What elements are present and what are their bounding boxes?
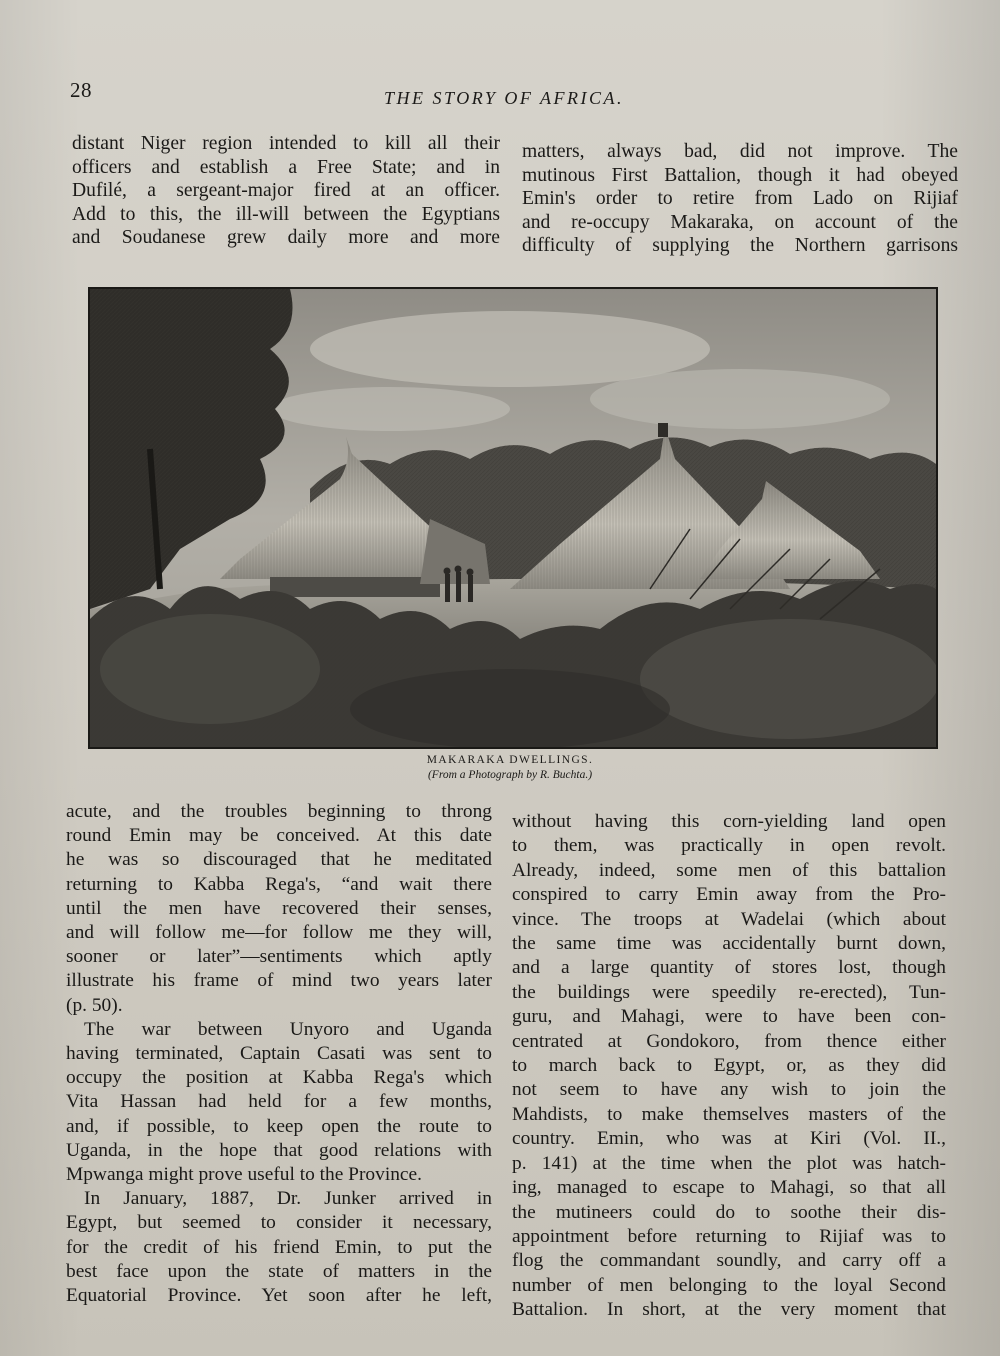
text-line: Vita Hassan had held for a few months, <box>66 1091 492 1113</box>
text-line: guru, and Mahagi, were to have been con- <box>512 1006 946 1028</box>
engraving-image <box>90 289 936 747</box>
text-line: (p. 50). <box>66 994 123 1016</box>
text-line: having terminated, Captain Casati was sent to <box>66 1043 492 1065</box>
figure-credit: (From a Photograph by R. Buchta.) <box>427 769 593 781</box>
text-line: occupy the position at Kabba Rega's which <box>66 1067 492 1089</box>
text-line: appointment before returning to Rijiaf was to <box>512 1225 946 1247</box>
text-line: distant Niger region intended to kill all their <box>72 133 500 154</box>
running-title: THE STORY OF AFRICA. <box>384 88 625 108</box>
text-line: Already, indeed, some men of this battalion <box>512 859 946 881</box>
text-line: Egypt, but seemed to consider it necessary, <box>66 1212 492 1234</box>
text-line: and re-occupy Makaraka, on account of the <box>522 211 958 233</box>
text-line: until the men have recovered their senses, <box>66 897 492 919</box>
text-line: to them, was practically in open revolt. <box>512 835 946 857</box>
text-line: officers and establish a Free State; and in <box>72 156 500 178</box>
bottom-left-column <box>66 800 492 1308</box>
text-line: Dufilé, a sergeant-major fired at an officer. <box>72 180 500 202</box>
text-line: Equatorial Province. Yet soon after he left, <box>66 1285 492 1307</box>
text-line: centrated at Gondokoro, from thence either <box>512 1030 946 1052</box>
engraving-makaraka-dwellings <box>88 287 938 749</box>
text-line: difficulty of supplying the Northern garrisons <box>522 235 958 257</box>
text-line: not seem to have any wish to join the <box>512 1079 946 1101</box>
top-right-column <box>522 140 958 258</box>
text-line: round Emin may be conceived. At this date <box>66 825 492 847</box>
text-line: The war between Unyoro and Uganda <box>84 1018 492 1040</box>
text-line: and Soudanese grew daily more and more <box>72 227 500 249</box>
text-line: and will follow me—for follow me they will, <box>66 922 492 944</box>
text-line: the buildings were speedily re-erected), Tun- <box>512 981 946 1003</box>
text-line: to march back to Egypt, or, as they did <box>512 1055 946 1077</box>
text-line: without having this corn-yielding land open <box>512 811 946 832</box>
text-line: the same time was accidentally burnt down, <box>512 933 946 955</box>
text-line: Battalion. In short, at the very moment that <box>512 1299 946 1321</box>
text-line: Add to this, the ill-will between the Egyptians <box>72 203 500 225</box>
text-line: acute, and the troubles beginning to throng <box>66 801 492 822</box>
text-line: Mpwanga might prove useful to the Province. <box>66 1164 422 1186</box>
text-line: vince. The troops at Wadelai (which about <box>512 908 946 930</box>
text-line: number of men belonging to the loyal Second <box>512 1274 946 1296</box>
text-line: and a large quantity of stores lost, though <box>512 957 946 979</box>
text-line: conspired to carry Emin away from the Pro- <box>512 884 946 906</box>
page-number: 28 <box>70 78 92 102</box>
text-line: returning to Kabba Rega's, “and wait there <box>66 873 492 895</box>
text-line: for the credit of his friend Emin, to put the <box>66 1236 492 1258</box>
text-line: country. Emin, who was at Kiri (Vol. II., <box>512 1128 946 1150</box>
text-line: p. 141) at the time when the plot was hatch- <box>512 1152 946 1174</box>
bottom-right-column <box>512 810 946 1323</box>
text-line: ing, managed to escape to Mahagi, so that all <box>512 1177 946 1199</box>
text-line: sooner or later”—sentiments which aptly <box>66 946 492 968</box>
top-left-column <box>72 132 500 250</box>
text-line: Mahdists, to make themselves masters of the <box>512 1103 946 1125</box>
figure-caption: MAKARAKA DWELLINGS. <box>426 754 594 766</box>
text-line: he was so discouraged that he meditated <box>66 849 492 871</box>
text-line: the mutineers could do to soothe their dis- <box>512 1201 946 1223</box>
text-line: In January, 1887, Dr. Junker arrived in <box>84 1188 492 1210</box>
text-line: matters, always bad, did not improve. The <box>522 141 958 162</box>
text-line: and, if possible, to keep open the route to <box>66 1115 492 1137</box>
text-line: mutinous First Battalion, though it had obeyed <box>522 164 958 186</box>
text-line: flog the commandant soundly, and carry off a <box>512 1250 946 1272</box>
text-line: Emin's order to retire from Lado on Rijiaf <box>522 188 958 210</box>
text-line: illustrate his frame of mind two years later <box>66 970 492 992</box>
text-line: Uganda, in the hope that good relations with <box>66 1139 492 1161</box>
text-line: best face upon the state of matters in the <box>66 1260 492 1282</box>
